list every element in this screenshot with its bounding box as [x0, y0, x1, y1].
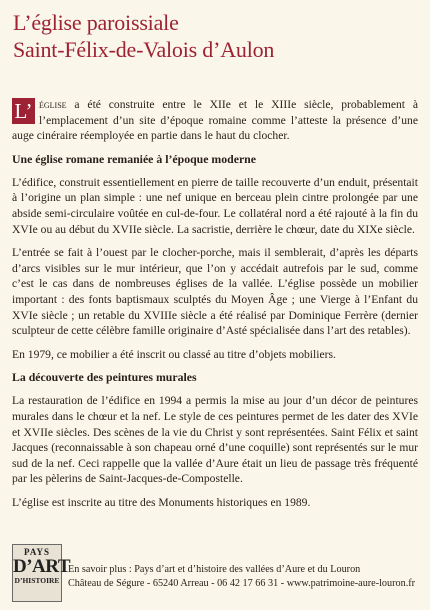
intro-text: a été construite entre le XIIe et le XIIIe siècle, probablement à l’emplacement d’un site d’époque romaine comme l’atteste la présence d’une auge cinéraire réemployée en partie dans le haut du clocher. — [12, 98, 418, 143]
section-heading-peintures: La découverte des peintures murales — [12, 370, 197, 385]
section-heading-romane: Une église romane remaniée à l’époque moderne — [12, 151, 256, 166]
logo-text-bottom: D’HISTOIRE — [14, 576, 60, 585]
intro-smallcaps: église — [39, 98, 67, 111]
page-title-line2: Saint-Félix-de-Valois d’Aulon — [13, 37, 275, 62]
paragraph-mobilier: En 1979, ce mobilier a été inscrit ou classé au titre d’objets mobiliers. — [12, 347, 336, 361]
page-title-line1: L’église paroissiale — [13, 10, 179, 35]
paragraph-edifice: L’édifice, construit essentiellement en pierre de taille recouverte d’un enduit, présentait à l’origine un plan simple : une nef unique en berceau plein cintre prolongée par une abside semi-circulaire voûtée en cul-de-four. Le collatéral nord a été rajouté à la fin du XVIe ou au début du XVIIe siècle. La sacristie, derrière le chœur, date du XIXe siècle. — [12, 175, 418, 236]
logo-text-big: D’ART — [13, 556, 70, 577]
footer-line-info: En savoir plus : Pays d’art et d’histoire des vallées d’Aure et du Louron — [68, 564, 361, 575]
paragraph-monuments: L’église est inscrite au titre des Monuments historiques en 1989. — [12, 495, 311, 509]
footer — [12, 544, 422, 604]
intro-paragraph — [12, 97, 418, 144]
paragraph-entree: L’entrée se fait à l’ouest par le clocher-porche, mais il semblerait, d’après les départs d’arcs visibles sur le mur intérieur, que l’on y accédait autrefois par le sud, comme c’est le cas dans de nombreuses églises de la vallée. L’église possède un mobilier important : des fonts baptismaux sculptés du Moyen Âge ; une Vierge à l’Enfant du XVIe siècle ; un retable du XVIIIe siècle a été réalisé par Dominique Ferrère (dernier sculpteur de cette célèbre famille originaire d’Asté spécialisée dans l’art des retables). — [12, 246, 418, 338]
dropcap: L’ — [12, 98, 35, 124]
footer-contact — [68, 563, 418, 591]
logo-text-top: PAYS — [23, 547, 50, 557]
title-block — [13, 9, 413, 63]
paragraph-restauration: La restauration de l’édifice en 1994 a permis la mise au jour d’un décor de peintures murales dans le chœur et la nef. Le style de ces peintures permet de les dater des XVIe et XVIIe siècles. Des scènes de la vie du Christ y sont représentées. Saint Félix et saint Jacques (reconnaissable à son chapeau orné d’une coquille) sont représentés sur le mur sud de la nef. Ceci rappelle que la vallée d’Aure était un lieu de passage très fréquenté par les pèlerins de Saint-Jacques-de-Compostelle. — [12, 394, 418, 486]
article-body — [12, 97, 418, 518]
pays-art-histoire-logo — [12, 544, 70, 602]
footer-line-address: Château de Ségure - 65240 Arreau - 06 42 17 66 31 - www.patrimoine-aure-louron.fr — [68, 578, 416, 589]
